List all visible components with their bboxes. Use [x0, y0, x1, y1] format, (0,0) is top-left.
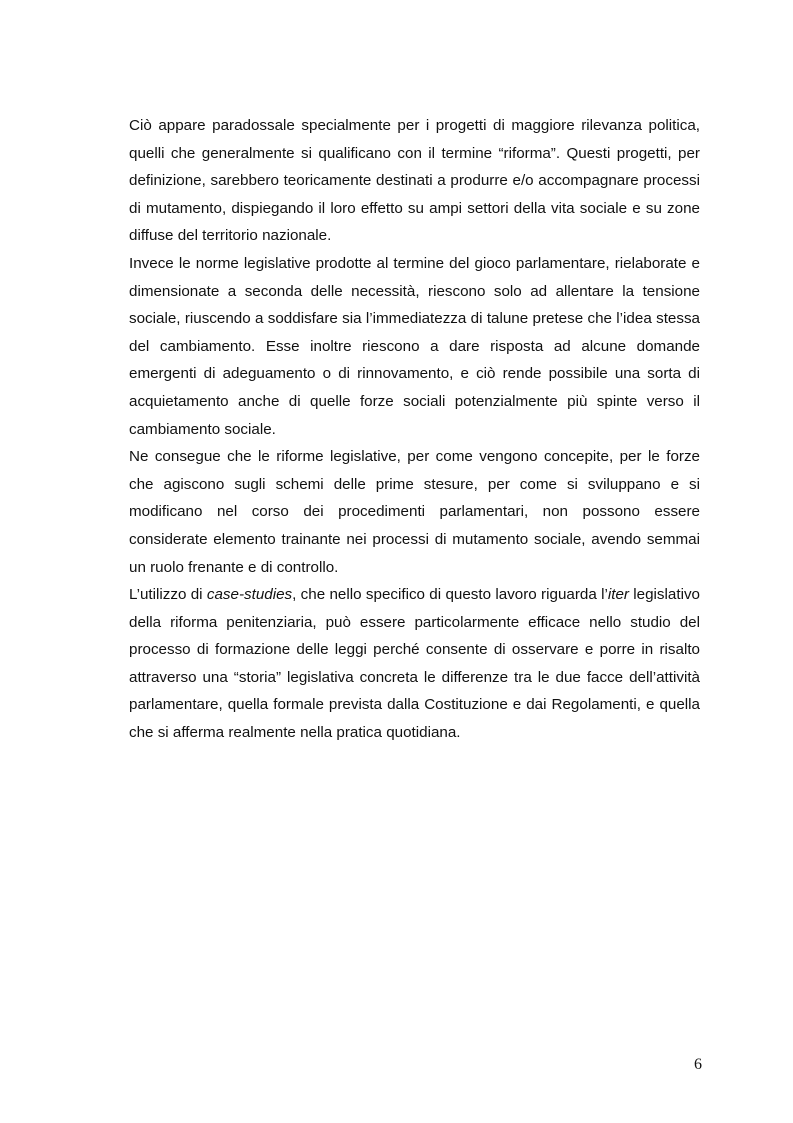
italic-term-case-studies: case-studies: [206, 586, 293, 604]
body-text: [129, 112, 700, 747]
paragraph-4-part-2: , che nello specifico di questo lavoro riguarda l’: [292, 586, 608, 604]
paragraph-4-part-3: legislativo della riforma penitenziaria, può essere particolarmente efficace nello studio del processo di formazione delle leggi perché consente di osservare e porre in risalto attraverso una “storia” legislativa concreta le differenze tra le due facce dell’attività parlamentare, quella formale prevista dalla Costituzione e dai Regolamenti, e quella che si afferma realmente nella pratica quotidiana.: [129, 586, 700, 742]
paragraph-1: Ciò appare paradossale specialmente per i progetti di maggiore rilevanza politica, quelli che generalmente si qualificano con il termine “riforma”. Questi progetti, per definizione, sarebbero teoricamente destinati a produrre e/o accompagnare processi di mutamento, dispiegando il loro effetto su ampi settori della vita sociale e su zone diffuse del territorio nazionale.: [129, 117, 700, 245]
page-number: 6: [694, 1056, 702, 1073]
paragraph-3: Ne consegue che le riforme legislative, per come vengono concepite, per le forze che agiscono sugli schemi delle prime stesure, per come si sviluppano e si modificano nel corso dei procedimenti parlamentari, non possono essere considerate elemento trainante nei processi di mutamento sociale, avendo semmai un ruolo frenante e di controllo.: [129, 448, 700, 576]
paragraph-2: Invece le norme legislative prodotte al termine del gioco parlamentare, rielaborate e dimensionate a seconda delle necessità, riescono solo ad allentare la tensione sociale, riuscendo a soddisfare sia l’immediatezza di talune pretese che l’idea stessa del cambiamento. Esse inoltre riescono a dare risposta ad alcune domande emergenti di adeguamento o di rinnovamento, e ciò rende possibile una sorta di acquietamento anche di quelle forze sociali potenzialmente più spinte verso il cambiamento sociale.: [129, 254, 700, 438]
italic-term-iter: iter: [607, 586, 629, 604]
paragraph-4: [129, 581, 700, 747]
paragraph-4-part-1: L’utilizzo di: [129, 586, 207, 604]
